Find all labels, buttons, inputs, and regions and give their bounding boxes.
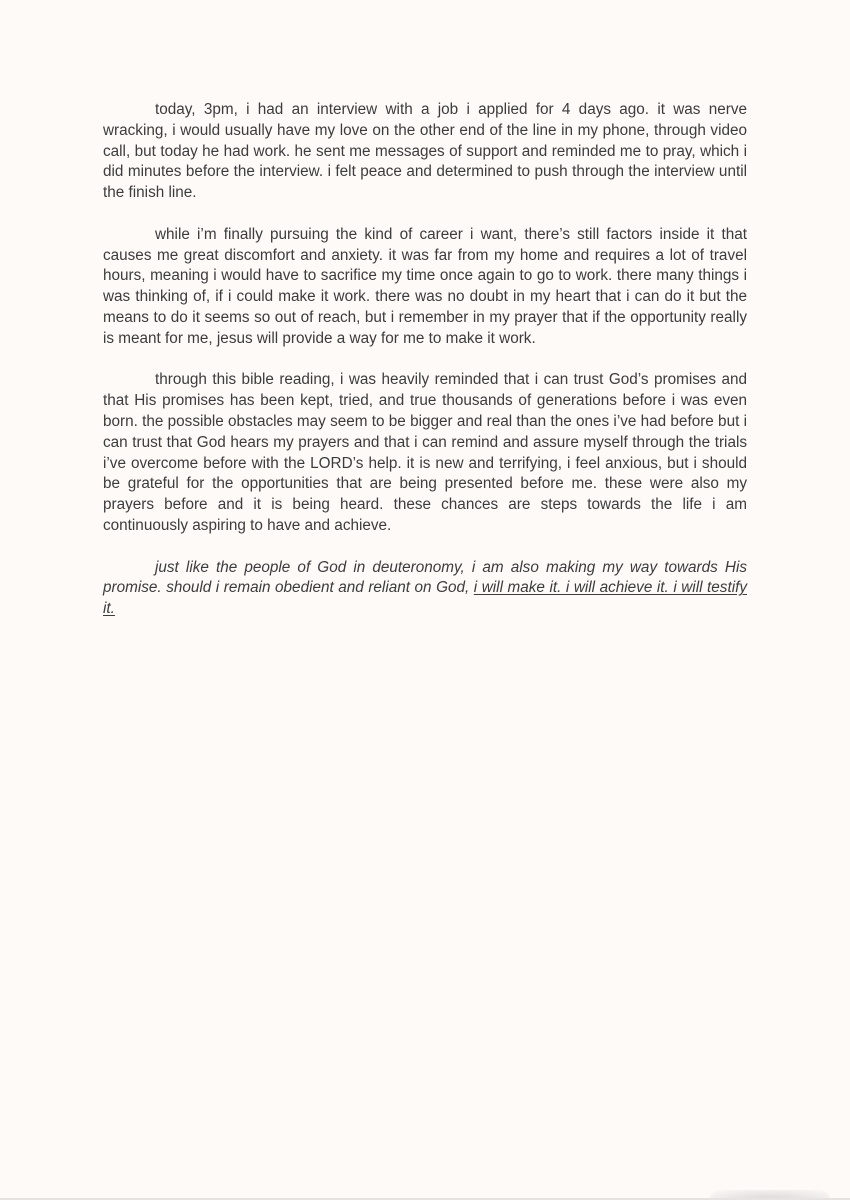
paragraph-interview: today, 3pm, i had an interview with a job i applied for 4 days ago. it was nerve wracking, i would usually have my love on the other end of the line in my phone, through video call, but today he had work. he sent me messages of support and reminded me to pray, which i did minutes before the interview. i felt peace and determined to push through the interview until the finish line. — [103, 101, 747, 202]
paragraph-closing — [103, 558, 747, 620]
document-body — [103, 100, 747, 641]
closing-underlined-text: i will make it. i will achieve it. i will testify it. — [103, 579, 747, 618]
paragraph-bible-reading: through this bible reading, i was heavily reminded that i can trust God’s promises and that His promises has been kept, tried, and true thousands of generations before i was even born. the possible obstacles may seem to be bigger and real than the ones i’ve had before but i can trust that God hears my prayers and that i can remind and assure myself through the trials i’ve overcome before with the LORD’s help. it is new and terrifying, i feel anxious, but i should be grateful for the opportunities that are being presented before me. these were also my prayers before and it is being heard. these chances are steps towards the life i am continuously aspiring to have and achieve. — [103, 371, 747, 534]
closing-text: just like the people of God in deuteronomy, i am also making my way towards His promise. should i remain obedient and reliant on God, — [103, 558, 747, 597]
paragraph-career: while i’m finally pursuing the kind of career i want, there’s still factors inside it that causes me great discomfort and anxiety. it was far from my home and requires a lot of travel hours, meaning i would have to sacrifice my time once again to go to work. there many things i was thinking of, if i could make it work. there was no doubt in my heart that i can do it but the means to do it seems so out of reach, but i remember in my prayer that if the opportunity really is meant for me, jesus will provide a way for me to make it work. — [103, 225, 747, 347]
